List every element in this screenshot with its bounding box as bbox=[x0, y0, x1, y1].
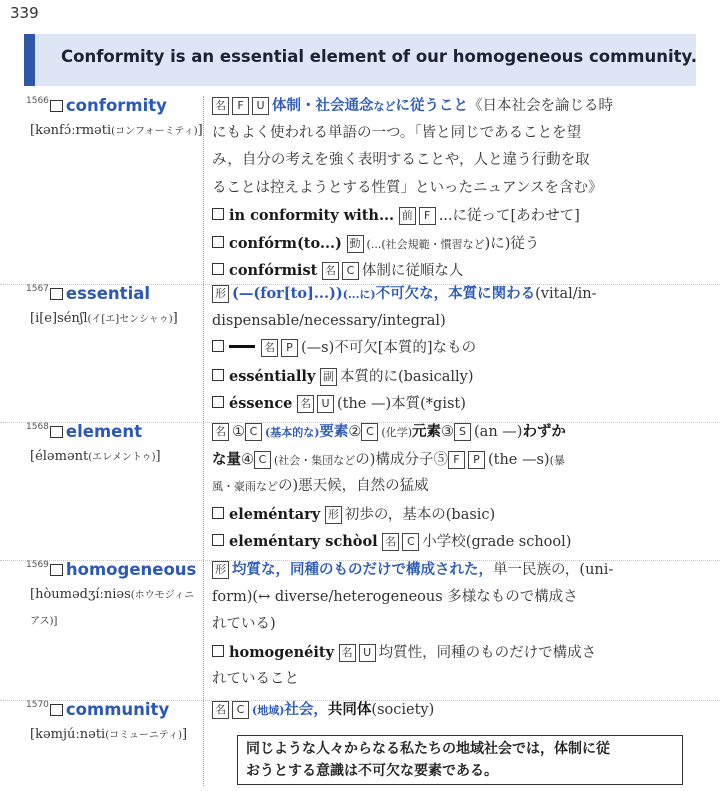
headword-text: essential bbox=[65, 284, 151, 303]
definition-line bbox=[212, 584, 682, 612]
entry-number: 1568 bbox=[26, 422, 49, 432]
derived-form: confórmist bbox=[229, 262, 318, 279]
pronunciation-kana-continued: アス)] bbox=[30, 616, 58, 627]
example-sentence-line-1: 同じような人々からなる私たちの地域社会では，体制に従 bbox=[246, 741, 610, 757]
pronunciation-kana: (ホウモジィニ bbox=[130, 590, 195, 601]
label-box: C bbox=[232, 701, 249, 719]
definition-text: ② bbox=[348, 424, 362, 440]
pronunciation-ipa: [kənfɔ́ːrməti bbox=[30, 123, 112, 138]
derived-form: in conformity with... bbox=[229, 207, 395, 224]
pronunciation-kana: (コンフォーミティ) bbox=[111, 126, 198, 137]
usage-note: (...(社会規範・慣習 bbox=[366, 237, 463, 251]
label-box: 名 bbox=[339, 644, 356, 662]
checkbox-icon bbox=[50, 288, 63, 300]
checkbox-icon bbox=[50, 564, 63, 576]
derived-form: confórm bbox=[229, 234, 297, 252]
definition-text: (society) bbox=[371, 702, 435, 718]
definition-text: 単一民族の，(uni- bbox=[493, 562, 614, 578]
definition-text: dispensable/necessary/integral) bbox=[212, 312, 446, 329]
label-box: 名 bbox=[212, 423, 229, 441]
key-meaning-note: (...に) bbox=[342, 288, 376, 301]
label-box: 形 bbox=[212, 285, 229, 303]
checkbox-icon bbox=[50, 704, 63, 716]
derived-form: esséntially bbox=[229, 367, 316, 385]
headword-text: community bbox=[65, 700, 170, 719]
definition-line bbox=[212, 501, 682, 529]
banner-sentence: Conformity is an essential element of our homogeneous community. bbox=[61, 47, 698, 66]
label-box: C bbox=[254, 451, 271, 469]
definition-line bbox=[212, 473, 682, 501]
page-number: 339 bbox=[10, 4, 39, 22]
definition-text: (vital/in- bbox=[535, 286, 597, 302]
definition-line bbox=[212, 556, 682, 584]
definition-text: み，自分の考えを強く表明することや，人と違う行動を取 bbox=[212, 152, 590, 168]
headword bbox=[26, 700, 169, 719]
checkbox-icon bbox=[212, 534, 224, 546]
checkbox-icon bbox=[212, 396, 224, 408]
pronunciation-end: ] bbox=[172, 311, 178, 326]
headword-text: homogeneous bbox=[65, 560, 197, 579]
column-divider bbox=[203, 96, 204, 786]
label-box: C bbox=[361, 423, 378, 441]
headword bbox=[26, 422, 142, 441]
key-meaning: 均質な，同種のものだけで構成された， bbox=[232, 561, 493, 578]
checkbox-icon bbox=[212, 236, 224, 248]
key-meaning: (—(for[to]...)) bbox=[232, 285, 343, 302]
key-meaning-note: (地域) bbox=[252, 704, 285, 717]
definition-line bbox=[212, 280, 682, 308]
definition-text: form)(↔ diverse/heterogeneous 多様なもので構成さ bbox=[212, 588, 578, 605]
entry-number: 1567 bbox=[26, 284, 49, 294]
label-box: U bbox=[252, 97, 269, 115]
definition-text: (—s)不可欠[本質的]なもの bbox=[301, 340, 477, 356]
checkbox-icon bbox=[212, 507, 224, 519]
definition-text: にもよく使われる単語の一つ。「皆と同じであることを望 bbox=[212, 124, 582, 141]
checkbox-icon bbox=[212, 340, 224, 352]
definition-text: 体制に従順な人 bbox=[361, 263, 464, 279]
checkbox-icon bbox=[212, 208, 224, 220]
key-meaning: 要素 bbox=[319, 423, 349, 440]
label-box: 名 bbox=[261, 339, 278, 357]
checkbox-icon bbox=[212, 369, 224, 381]
definition-line bbox=[212, 363, 682, 391]
banner bbox=[24, 34, 696, 86]
headword-text: element bbox=[65, 422, 142, 441]
label-box: 名 bbox=[322, 262, 339, 280]
pronunciation-kana: (エレメントゥ) bbox=[88, 452, 156, 463]
derived-form: eleméntary schòol bbox=[229, 533, 378, 550]
label-box: 前 bbox=[399, 207, 416, 225]
definition-line bbox=[212, 390, 682, 418]
entry-number: 1569 bbox=[26, 560, 49, 570]
definition-line bbox=[212, 147, 682, 175]
label-box: 名 bbox=[382, 533, 399, 551]
headword-dash-icon bbox=[229, 345, 255, 348]
example-sentence-box bbox=[237, 735, 683, 785]
pronunciation bbox=[30, 584, 194, 607]
label-box: P bbox=[468, 451, 485, 469]
pronunciation-ipa: [éləmənt bbox=[30, 449, 89, 464]
definition-text: 本質的に(basically) bbox=[339, 368, 474, 385]
checkbox-icon bbox=[50, 426, 63, 438]
definition-text: ③ bbox=[441, 424, 455, 440]
label-box: C bbox=[245, 423, 262, 441]
definition-text: れていること bbox=[212, 671, 299, 687]
label-box: P bbox=[281, 339, 298, 357]
definition-text: ることは控えようとする性質」といったニュアンスを含む》 bbox=[212, 179, 603, 196]
definition-line bbox=[212, 639, 682, 667]
definition-text: れている) bbox=[212, 616, 276, 632]
pronunciation-ipa: [i[e]sénʃl bbox=[30, 311, 88, 326]
definition-line bbox=[212, 696, 682, 724]
label-box: C bbox=[342, 262, 359, 280]
key-meaning: に従うこと bbox=[395, 97, 468, 114]
checkbox-icon bbox=[212, 645, 224, 657]
key-meaning-note: (基本的な) bbox=[265, 426, 320, 439]
usage-note: (社会・集団など bbox=[274, 453, 356, 467]
definition bbox=[212, 418, 682, 556]
label-box: F bbox=[419, 207, 436, 225]
headword-text: conformity bbox=[65, 96, 167, 115]
pronunciation-kana: (コミューニティ) bbox=[105, 730, 183, 741]
derived-form: (to...) bbox=[296, 234, 342, 252]
definition-line bbox=[212, 666, 682, 694]
definition-text: (the —)本質(*gist) bbox=[336, 396, 466, 412]
entry-number: 1566 bbox=[26, 96, 49, 106]
definition-text: ④ bbox=[241, 451, 254, 468]
headword bbox=[26, 96, 167, 115]
pronunciation bbox=[30, 308, 178, 331]
pronunciation-end: ] bbox=[197, 123, 203, 138]
key-meaning: 社会， bbox=[284, 701, 328, 718]
definition bbox=[212, 696, 682, 724]
definition-text: の)悪天候，自然の猛威 bbox=[278, 478, 429, 494]
definition-text: (the —s) bbox=[487, 451, 550, 468]
definition-line bbox=[212, 611, 682, 639]
pronunciation-end: ] bbox=[182, 727, 188, 742]
usage-note: (化学) bbox=[381, 426, 413, 439]
derived-form: 元素 bbox=[412, 423, 442, 440]
definition-text: ① bbox=[232, 424, 245, 440]
label-box: F bbox=[232, 97, 249, 115]
entry-number: 1570 bbox=[26, 700, 49, 710]
definition-line bbox=[212, 418, 682, 446]
checkbox-icon bbox=[212, 263, 224, 275]
banner-accent-bar bbox=[24, 34, 35, 86]
definition bbox=[212, 556, 682, 694]
label-box: 形 bbox=[325, 506, 342, 524]
derived-form: eleméntary bbox=[229, 505, 321, 523]
label-box: F bbox=[448, 451, 465, 469]
usage-note: など bbox=[462, 237, 485, 251]
label-box: 名 bbox=[212, 97, 229, 115]
pronunciation-ipa: [hòumədʒíːniəs bbox=[30, 587, 131, 602]
key-meaning-note: など bbox=[373, 100, 396, 113]
label-box: 形 bbox=[212, 561, 229, 579]
label-box: 動 bbox=[347, 235, 364, 253]
derived-form: な量 bbox=[212, 450, 241, 468]
usage-note: 風・豪雨など bbox=[212, 480, 278, 493]
derived-form: homogenéity bbox=[229, 643, 334, 661]
pronunciation bbox=[30, 724, 187, 747]
pronunciation-ipa: [kəmjúːnəti bbox=[30, 727, 106, 742]
definition bbox=[212, 92, 682, 285]
pronunciation bbox=[30, 120, 203, 143]
definition-line bbox=[212, 92, 682, 120]
label-box: U bbox=[359, 644, 376, 662]
definition-text: 均質性，同種のものだけで構成さ bbox=[378, 644, 597, 661]
definition-text: 初歩の，基本の(basic) bbox=[344, 506, 496, 523]
derived-form: éssence bbox=[229, 395, 293, 412]
definition-line bbox=[212, 446, 682, 474]
headword bbox=[26, 284, 150, 303]
key-meaning: 不可欠な，本質に関わる bbox=[375, 285, 536, 302]
key-meaning: 体制・社会通念 bbox=[272, 97, 374, 114]
usage-note: (暴 bbox=[549, 453, 565, 467]
label-box: 副 bbox=[320, 368, 337, 386]
definition-line bbox=[212, 528, 682, 556]
label-box: U bbox=[317, 395, 334, 413]
definition-line bbox=[212, 335, 682, 363]
definition-line bbox=[212, 120, 682, 148]
label-box: 名 bbox=[212, 701, 229, 719]
definition-line bbox=[212, 308, 682, 336]
example-sentence-line-2: おうとする意識は不可欠な要素である。 bbox=[246, 763, 498, 779]
derived-form: わずか bbox=[522, 423, 566, 440]
derived-form: 共同体 bbox=[327, 701, 372, 718]
definition-line bbox=[212, 230, 682, 258]
definition-text: 《日本社会を論じる時 bbox=[468, 98, 613, 114]
label-box: S bbox=[454, 423, 471, 441]
definition-text: 小学校(grade school) bbox=[422, 534, 572, 550]
pronunciation bbox=[30, 446, 161, 469]
checkbox-icon bbox=[50, 100, 63, 112]
definition-line bbox=[212, 202, 682, 230]
definition bbox=[212, 280, 682, 418]
label-box: 名 bbox=[297, 395, 314, 413]
pronunciation-kana: (イ[エ]センシャゥ) bbox=[87, 314, 173, 325]
definition-text: ...に従って[あわせて] bbox=[438, 208, 580, 224]
pronunciation-continued bbox=[30, 610, 57, 633]
definition-text: )に)従う bbox=[484, 235, 540, 252]
definition-line bbox=[212, 175, 682, 203]
definition-text: の)構成分子⑤ bbox=[355, 451, 448, 468]
pronunciation-end: ] bbox=[155, 449, 161, 464]
label-box: C bbox=[402, 533, 419, 551]
definition-text: (an —) bbox=[474, 424, 523, 440]
headword bbox=[26, 560, 196, 579]
